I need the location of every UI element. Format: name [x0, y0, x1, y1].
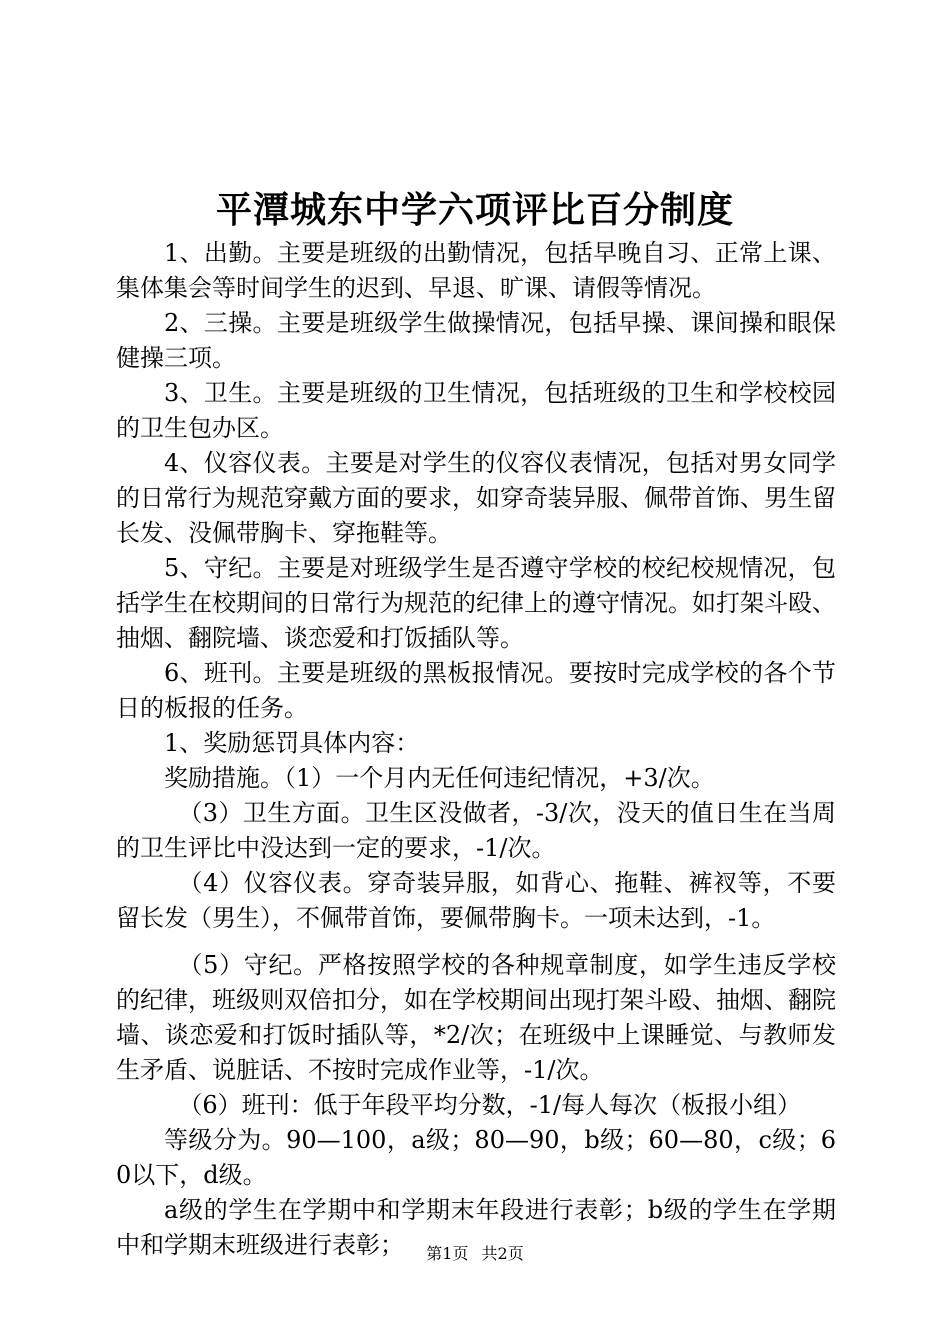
paragraph-rewards-heading: 1、奖励惩罚具体内容：	[164, 729, 420, 757]
paragraph-hygiene-penalty: （3）卫生方面。卫生区没做者，-3/次，没天的值日生在当周的卫生评比中没达到一定的要求，-1/次。	[116, 799, 836, 862]
paragraph-commendation: a级的学生在学期中和学期末年段进行表彰；b级的学生在学期中和学期末班级进行表彰；	[116, 1196, 836, 1259]
page-total: 共2页	[481, 1244, 524, 1263]
page-number: 第1页	[426, 1244, 469, 1263]
paragraph-discipline: 5、守纪。主要是对班级学生是否遵守学校的校纪校规情况，包括学生在校期间的日常行为规范的纪律上的遵守情况。如打架斗殴、抽烟、翻院墙、谈恋爱和打饭插队等。	[116, 554, 836, 652]
paragraph-attendance: 1、出勤。主要是班级的出勤情况，包括早晚自习、正常上课、集体集会等时间学生的迟到、早退、旷课、请假等情况。	[116, 239, 836, 302]
paragraph-appearance-penalty: （4）仪容仪表。穿奇装异服，如背心、拖鞋、裤衩等，不要留长发（男生），不佩带首饰，要佩带胸卡。一项未达到，-1。	[116, 869, 836, 932]
paragraph-appearance: 4、仪容仪表。主要是对学生的仪容仪表情况，包括对男女同学的日常行为规范穿戴方面的要求，如穿奇装异服、佩带首饰、男生留长发、没佩带胸卡、穿拖鞋等。	[116, 449, 836, 547]
document-title: 平潭城东中学六项评比百分制度	[215, 189, 734, 231]
paragraph-blackboard: 6、班刊。主要是班级的黑板报情况。要按时完成学校的各个节日的板报的任务。	[116, 659, 836, 722]
paragraph-grade-levels: 等级分为。90—100，a级；80—90，b级；60—80，c级；60以下，d级。	[116, 1126, 836, 1189]
page-footer	[0, 1242, 950, 1266]
paragraph-blackboard-penalty: （6）班刊：低于年段平均分数，-1/每人每次（板报小组）	[178, 1091, 802, 1119]
document-body	[116, 236, 836, 1263]
paragraph-exercises: 2、三操。主要是班级学生做操情况，包括早操、课间操和眼保健操三项。	[116, 309, 836, 372]
paragraph-discipline-penalty: （5）守纪。严格按照学校的各种规章制度，如学生违反学校的纪律，班级则双倍扣分，如在学校期间出现打架斗殴、抽烟、翻院墙、谈恋爱和打饭时插队等，*2/次；在班级中上课睡觉、与教师发生矛盾、说脏话、不按时完成作业等，-1/次。	[116, 951, 836, 1084]
paragraph-reward-measures: 奖励措施。（1）一个月内无任何违纪情况，+3/次。	[164, 764, 715, 792]
paragraph-hygiene: 3、卫生。主要是班级的卫生情况，包括班级的卫生和学校校园的卫生包办区。	[116, 379, 836, 442]
